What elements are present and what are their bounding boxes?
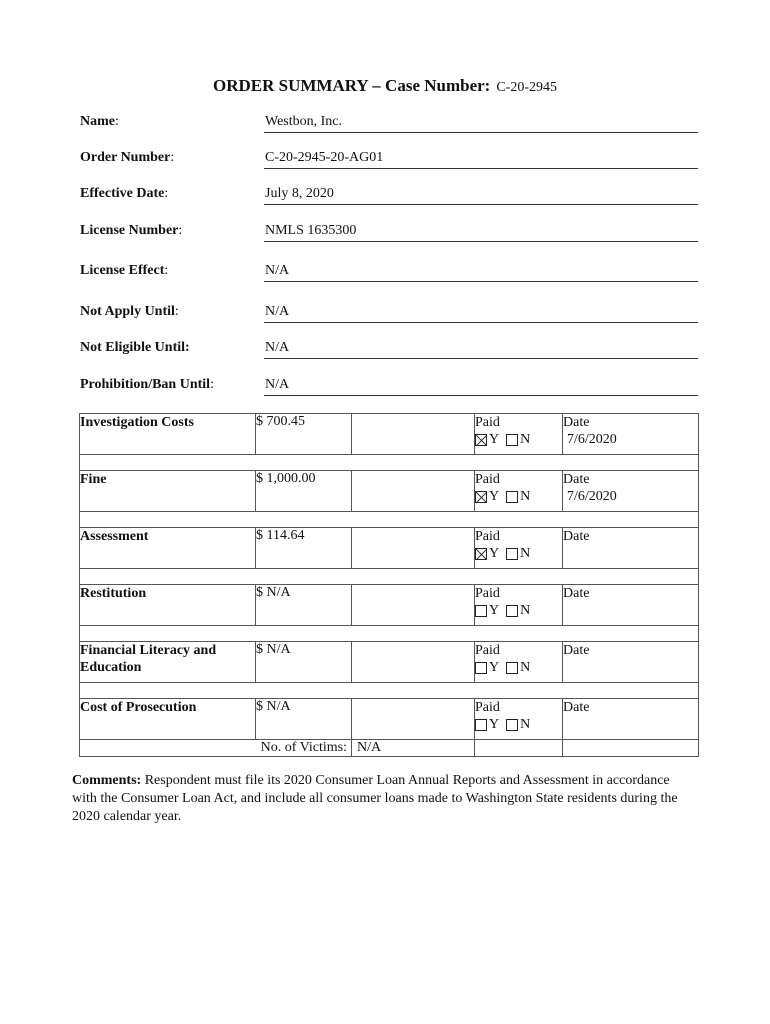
date-value: 7/6/2020 <box>567 489 617 504</box>
cost-label-text: Restitution <box>80 586 147 601</box>
date-cell <box>563 585 699 626</box>
field-row <box>80 186 698 208</box>
cost-amount-text: $ N/A <box>256 642 291 657</box>
paid-yes-label: Y <box>489 546 500 561</box>
spacer-row <box>80 683 699 699</box>
date-label: Date <box>563 586 590 601</box>
comments-text: Respondent must file its 2020 Consumer Loan Annual Reports and Assessment in accordance with the Consumer Loan Act, and include all consumer loans made to Washington State residents during the 2020 calendar year. <box>72 773 678 824</box>
victims-row <box>80 740 699 757</box>
date-value: 7/6/2020 <box>567 432 617 447</box>
victims-empty-cell <box>475 740 563 757</box>
title-text: ORDER SUMMARY – Case Number: <box>212 76 491 95</box>
paid-no-checkbox[interactable] <box>506 605 518 617</box>
paid-cell <box>475 528 563 569</box>
paid-yes-checkbox[interactable] <box>475 605 487 617</box>
field-label-colon: : <box>210 377 214 392</box>
cost-row <box>80 471 699 512</box>
paid-no-checkbox[interactable] <box>506 662 518 674</box>
field-label-colon: : <box>164 263 169 278</box>
spacer-cell <box>80 683 699 699</box>
paid-no-checkbox[interactable] <box>506 434 518 446</box>
cost-label-text: Fine <box>80 472 107 487</box>
date-cell <box>563 528 699 569</box>
paid-cell <box>475 471 563 512</box>
field-label <box>80 263 168 279</box>
date-cell <box>563 642 699 683</box>
field-label-colon: : <box>174 304 179 319</box>
cost-amount <box>256 471 352 512</box>
paid-cell <box>475 642 563 683</box>
spacer-row <box>80 512 699 528</box>
field-value: July 8, 2020 <box>264 186 698 205</box>
field-value: N/A <box>264 304 698 323</box>
victims-value: N/A <box>357 740 382 755</box>
spacer-row <box>80 455 699 471</box>
field-row <box>80 150 698 172</box>
spacer-cell <box>80 626 699 642</box>
paid-yes-label: Y <box>489 660 500 675</box>
cost-empty-cell <box>352 414 475 455</box>
paid-no-label: N <box>520 432 531 447</box>
paid-label: Paid <box>475 529 500 544</box>
field-label <box>80 114 119 130</box>
paid-no-label: N <box>520 603 531 618</box>
date-label: Date <box>563 529 590 544</box>
cost-empty-cell <box>352 585 475 626</box>
cost-amount-text: $ N/A <box>256 585 291 600</box>
field-label <box>80 223 182 239</box>
date-label: Date <box>563 415 590 430</box>
cost-amount <box>256 585 352 626</box>
paid-no-checkbox[interactable] <box>506 719 518 731</box>
spacer-row <box>80 569 699 585</box>
victims-value-cell <box>352 740 475 757</box>
field-row <box>80 263 698 285</box>
paid-cell <box>475 699 563 740</box>
cost-empty-cell <box>352 642 475 683</box>
victims-label-cell <box>80 740 352 757</box>
paid-yes-checkbox[interactable] <box>475 434 487 446</box>
paid-label: Paid <box>475 415 500 430</box>
field-label-colon: : <box>170 150 175 165</box>
field-row <box>80 340 698 362</box>
field-label-text: Not Apply Until <box>80 304 175 319</box>
cost-row <box>80 414 699 455</box>
paid-no-checkbox[interactable] <box>506 491 518 503</box>
cost-amount-text: $ 114.64 <box>256 528 305 543</box>
cost-row <box>80 528 699 569</box>
date-cell <box>563 414 699 455</box>
field-label <box>80 304 179 320</box>
cost-empty-cell <box>352 471 475 512</box>
paid-yes-checkbox[interactable] <box>475 548 487 560</box>
field-label-colon: : <box>185 340 190 355</box>
field-value: N/A <box>264 263 698 282</box>
paid-cell <box>475 585 563 626</box>
cost-empty-cell <box>352 699 475 740</box>
date-cell <box>563 471 699 512</box>
cost-row <box>80 585 699 626</box>
paid-no-label: N <box>520 546 531 561</box>
field-label <box>80 377 214 393</box>
field-label-text: Not Eligible Until <box>80 340 186 355</box>
spacer-cell <box>80 569 699 585</box>
field-label-colon: : <box>115 114 119 129</box>
field-label-text: License Effect <box>80 263 165 278</box>
cost-amount-text: $ 1,000.00 <box>256 471 316 486</box>
field-label <box>80 340 190 356</box>
cost-label-text: Cost of Prosecution <box>80 700 197 715</box>
paid-label: Paid <box>475 700 500 715</box>
cost-label <box>80 528 256 569</box>
paid-no-checkbox[interactable] <box>506 548 518 560</box>
cost-label <box>80 414 256 455</box>
cost-empty-cell <box>352 528 475 569</box>
cost-amount <box>256 642 352 683</box>
cost-amount-text: $ N/A <box>256 699 291 714</box>
field-label-text: Name <box>80 114 115 129</box>
cost-amount <box>256 699 352 740</box>
paid-yes-label: Y <box>489 717 500 732</box>
paid-yes-checkbox[interactable] <box>475 662 487 674</box>
cost-label <box>80 585 256 626</box>
field-label-text: Order Number <box>80 150 171 165</box>
field-row <box>80 114 698 136</box>
field-row <box>80 223 698 245</box>
date-label: Date <box>563 700 590 715</box>
paid-yes-label: Y <box>489 432 500 447</box>
cost-label <box>80 471 256 512</box>
field-row <box>80 377 698 399</box>
field-value: Westbon, Inc. <box>264 114 698 133</box>
date-label: Date <box>563 472 590 487</box>
cost-label-text: Financial Literacy and Education <box>80 643 217 675</box>
comments <box>72 772 692 826</box>
paid-yes-label: Y <box>489 603 500 618</box>
field-value: N/A <box>264 340 698 359</box>
spacer-row <box>80 626 699 642</box>
paid-no-label: N <box>520 489 531 504</box>
field-value: NMLS 1635300 <box>264 223 698 242</box>
field-label-text: Prohibition/Ban Until <box>80 377 211 392</box>
spacer-cell <box>80 455 699 471</box>
cost-label <box>80 699 256 740</box>
cost-amount-text: $ 700.45 <box>256 414 305 429</box>
cost-amount <box>256 414 352 455</box>
paid-yes-label: Y <box>489 489 500 504</box>
comments-label: Comments: <box>72 773 142 788</box>
paid-label: Paid <box>475 643 500 658</box>
paid-no-label: N <box>520 660 531 675</box>
paid-yes-checkbox[interactable] <box>475 491 487 503</box>
field-label <box>80 186 168 202</box>
paid-label: Paid <box>475 472 500 487</box>
costs-table <box>79 413 699 757</box>
field-label-colon: : <box>178 223 183 238</box>
date-label: Date <box>563 643 590 658</box>
field-label <box>80 150 174 166</box>
cost-label <box>80 642 256 683</box>
order-summary-title <box>0 76 770 96</box>
cost-row <box>80 699 699 740</box>
paid-label: Paid <box>475 586 500 601</box>
date-cell <box>563 699 699 740</box>
victims-label: No. of Victims: <box>260 740 347 755</box>
field-label-text: License Number <box>80 223 179 238</box>
cost-amount <box>256 528 352 569</box>
case-number: C-20-2945 <box>496 80 558 95</box>
field-value: C-20-2945-20-AG01 <box>264 150 698 169</box>
cost-row <box>80 642 699 683</box>
spacer-cell <box>80 512 699 528</box>
field-row <box>80 304 698 326</box>
paid-cell <box>475 414 563 455</box>
victims-empty-cell <box>563 740 699 757</box>
field-value: N/A <box>264 377 698 396</box>
paid-yes-checkbox[interactable] <box>475 719 487 731</box>
cost-label-text: Assessment <box>80 529 149 544</box>
paid-no-label: N <box>520 717 531 732</box>
cost-label-text: Investigation Costs <box>80 415 194 430</box>
field-label-colon: : <box>164 186 169 201</box>
field-label-text: Effective Date <box>80 186 165 201</box>
